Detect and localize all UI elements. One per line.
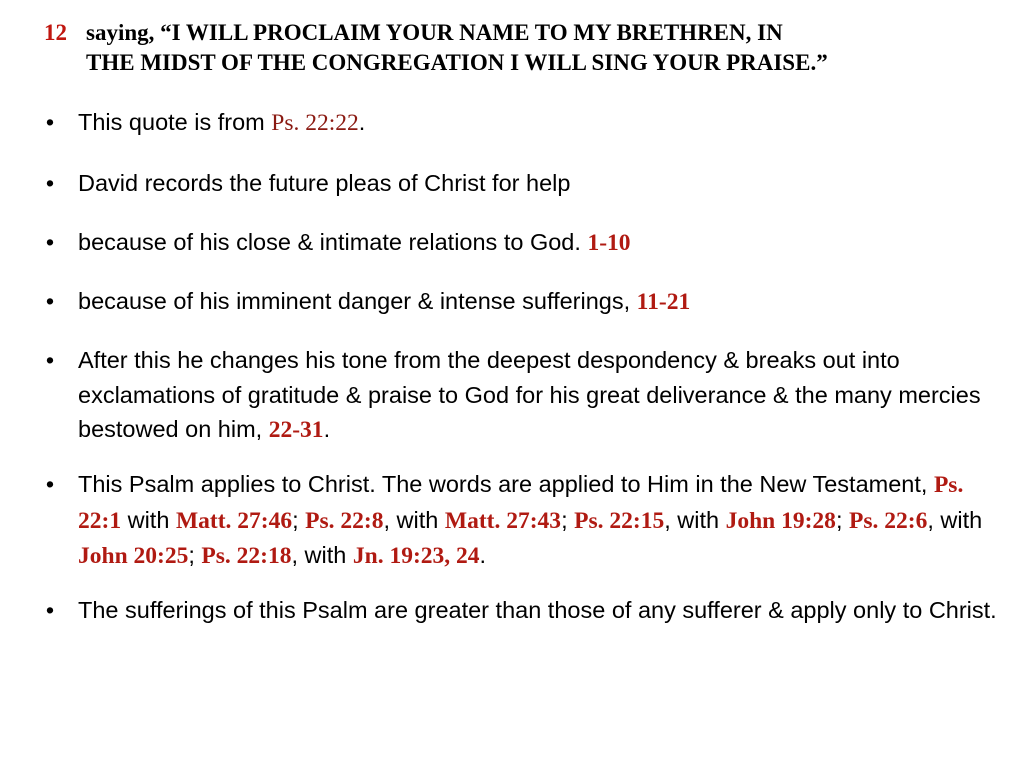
scripture-reference: John 19:28	[725, 507, 836, 534]
bullet-item	[40, 467, 1010, 574]
bullet-text: , with	[291, 542, 353, 568]
scripture-reference: 22-31	[268, 417, 324, 443]
verse-heading	[44, 18, 1004, 78]
bullet-text: After this he changes his tone from the deepest despondency & breaks out into exclamations of gratitude & praise to God for his great deliverance & the many mercies bestowed on him,	[78, 347, 981, 442]
bullet-text: David records the future pleas of Christ for help	[78, 170, 571, 196]
bullet-text: ;	[561, 506, 575, 533]
bullet-icon: •	[45, 347, 55, 373]
bullet-item	[40, 225, 631, 261]
bullet-text: , with	[927, 506, 983, 533]
scripture-reference: 1-10	[587, 230, 631, 256]
bullet-icon: •	[45, 597, 55, 623]
bullet-text: This Psalm applies to Christ. The words are applied to Him in the New Testament,	[78, 471, 934, 497]
bullet-text: .	[323, 416, 331, 442]
scripture-reference: John 20:25	[78, 543, 189, 569]
bullet-text: ;	[292, 506, 306, 533]
heading-line-2: THE MIDST OF THE CONGREGATION I WILL SING YOUR PRAISE.”	[86, 50, 828, 75]
scripture-reference: Ps. 22:1	[78, 472, 964, 534]
bullet-icon: •	[45, 229, 55, 255]
bullet-item	[40, 593, 997, 628]
scripture-reference: Ps. 22:8	[305, 507, 384, 534]
bullet-item	[40, 105, 365, 141]
bullet-text: with	[121, 506, 176, 533]
bullet-item	[40, 166, 570, 201]
scripture-reference: Jn. 19:23, 24	[352, 543, 480, 569]
bullet-text: , with	[383, 506, 445, 533]
bullet-text: because of his close & intimate relations to God.	[78, 229, 588, 255]
scripture-reference: Ps. 22:18	[201, 543, 292, 569]
scripture-reference: Ps. 22:15	[574, 507, 665, 534]
bullet-text: because of his imminent danger & intense sufferings,	[78, 288, 637, 314]
scripture-reference: Ps. 22:6	[849, 507, 928, 534]
verse-number: 12	[44, 20, 67, 45]
bullet-text: ;	[835, 506, 849, 533]
bullet-text: .	[479, 542, 487, 568]
bullet-icon: •	[45, 471, 55, 497]
bullet-icon: •	[45, 170, 55, 196]
bullet-text: , with	[664, 506, 726, 533]
bullet-item	[40, 343, 1010, 448]
heading-line-1: saying, “I WILL PROCLAIM YOUR NAME TO MY BRETHREN, IN	[86, 20, 783, 45]
bullet-text: This quote is from	[78, 109, 272, 135]
bullet-item	[40, 284, 690, 320]
bullet-text: ;	[188, 542, 202, 568]
scripture-reference: 11-21	[636, 289, 691, 315]
bullet-text: .	[358, 109, 366, 135]
bullet-icon: •	[45, 288, 55, 314]
scripture-reference: Matt. 27:43	[444, 507, 562, 534]
bullet-icon: •	[45, 109, 55, 135]
bullet-text: The sufferings of this Psalm are greater than those of any sufferer & apply only to Christ.	[78, 597, 997, 623]
scripture-reference: Ps. 22:22	[271, 110, 359, 136]
scripture-reference: Matt. 27:46	[175, 507, 293, 534]
